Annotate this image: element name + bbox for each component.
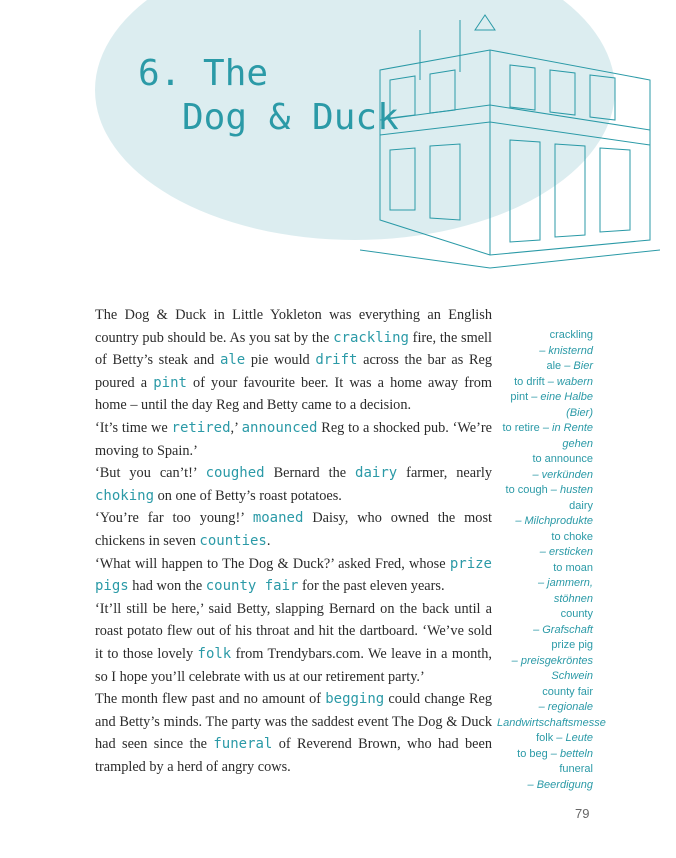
text-run: ‘But you can’t!’ [95, 465, 206, 482]
text-run: for the past eleven years. [298, 578, 445, 595]
glossary-entry [497, 483, 593, 499]
story-text [95, 304, 492, 778]
vocab-word: retired [171, 419, 231, 436]
glossary-entry [497, 390, 593, 421]
text-run: ‘It’s time we [95, 419, 172, 436]
glossary-translation: – betteln [550, 747, 593, 760]
story-paragraph [95, 417, 492, 462]
glossary-term: county fair [542, 685, 593, 698]
glossary-entry [497, 638, 593, 685]
glossary-translation: – Milchprodukte [515, 515, 593, 527]
vocab-word: counties [199, 532, 267, 549]
glossary-entry [497, 561, 593, 608]
vocabulary-glossary [497, 328, 606, 793]
text-run: fire, the smell of Betty’s steak and [95, 329, 492, 369]
glossary-translation: – knisternd [539, 344, 593, 357]
glossary-entry [497, 762, 593, 793]
glossary-term: to announce [532, 453, 593, 465]
text-run: . [266, 532, 271, 549]
page-number: 79 [575, 806, 590, 821]
glossary-term: to moan [553, 561, 593, 574]
vocab-word: dairy [355, 465, 398, 482]
glossary-entry [497, 359, 593, 375]
vocab-word: coughed [205, 465, 265, 482]
glossary-entry [497, 607, 593, 638]
vocab-word: prize pigs [95, 555, 492, 595]
chapter-title-line2: Dog & Duck [182, 97, 399, 138]
text-run: ‘It’ll still be here,’ said Betty, slapping Bernard on the back until a roast potato flew out of his throat and hit the dartboard. ‘We’ve sold it to those lovely [95, 600, 492, 662]
glossary-term: county [560, 608, 593, 620]
text-run: The month flew past and no amount of [95, 691, 326, 708]
text-run: Reg to a shocked pub. ‘We’re moving to Spain.’ [95, 419, 492, 459]
glossary-translation: – Bier [564, 360, 593, 372]
glossary-term: dairy [569, 499, 593, 512]
glossary-entry [497, 685, 606, 732]
glossary-translation: – Leute [556, 732, 593, 744]
glossary-translation: – Grafschaft [533, 623, 593, 636]
story-paragraph [95, 688, 492, 778]
glossary-translation: – ersticken [539, 546, 593, 558]
glossary-term: to drift [514, 375, 545, 388]
vocab-word: drift [315, 352, 358, 369]
glossary-translation: – husten [550, 484, 593, 496]
vocab-word: ale [219, 352, 246, 369]
glossary-translation: – regionale Landwirtschaftsmesse [497, 701, 606, 729]
glossary-translation: – eine Halbe (Bier) [531, 391, 593, 419]
glossary-entry [497, 731, 593, 747]
glossary-translation: – verkünden [532, 468, 593, 481]
text-run: farmer, nearly [397, 465, 492, 482]
glossary-term: to cough [505, 484, 548, 496]
text-run: ,’ [230, 419, 242, 436]
story-paragraph [95, 507, 492, 552]
chapter-number: 6. [138, 53, 182, 94]
glossary-entry [497, 747, 593, 763]
glossary-translation: – wabern [547, 375, 593, 388]
glossary-term: to beg [517, 747, 548, 760]
story-paragraph [95, 462, 492, 507]
glossary-entry [497, 530, 593, 561]
text-run: on one of Betty’s roast potatoes. [154, 487, 342, 504]
text-run: pie would [245, 352, 316, 369]
story-paragraph [95, 598, 492, 688]
text-run: Daisy, who owned the most chickens in seven [95, 510, 492, 549]
glossary-term: funeral [559, 763, 593, 775]
text-run: The Dog & Duck in Little Yokleton was everything an English country pub should be. As you sat by the [95, 307, 492, 346]
vocab-word: begging [325, 691, 385, 708]
glossary-entry [497, 452, 593, 483]
vocab-word: crackling [333, 329, 409, 346]
glossary-term: to retire [502, 422, 540, 434]
vocab-word: announced [241, 419, 318, 436]
story-paragraph [95, 553, 492, 598]
glossary-entry [497, 421, 593, 452]
text-run: could change Reg and Betty’s minds. The party was the saddest event The Dog & Duck had seen since the [95, 691, 492, 753]
text-run: from Trendybars.com. We leave in a month, so I hope you’ll celebrate with us at our retirement party.’ [95, 645, 492, 685]
chapter-title-line1: The [203, 53, 269, 94]
text-run: of Reverend Brown, who had been trampled by a herd of angry cows. [95, 736, 492, 775]
glossary-term: folk [536, 732, 554, 744]
vocab-word: county fair [205, 578, 299, 595]
glossary-term: prize pig [551, 639, 593, 651]
text-run: had won the [128, 578, 206, 595]
story-paragraph [95, 304, 492, 417]
text-run: ‘You’re far too young!’ [95, 510, 253, 527]
vocab-word: funeral [213, 736, 273, 753]
glossary-entry [497, 328, 593, 359]
text-run: across the bar as Reg poured a [95, 352, 492, 391]
glossary-translation: – jammern, stöhnen [537, 577, 593, 605]
vocab-word: choking [95, 487, 155, 504]
glossary-translation: – Beerdigung [527, 778, 593, 791]
glossary-translation: – in Rente gehen [542, 422, 593, 450]
glossary-term: pint [510, 391, 529, 403]
text-run: ‘What will happen to The Dog & Duck?’ asked Fred, whose [95, 555, 450, 572]
vocab-word: folk [197, 645, 232, 662]
pub-illustration [360, 10, 660, 270]
glossary-term: to choke [551, 530, 593, 543]
glossary-term: crackling [549, 329, 593, 341]
glossary-entry [497, 375, 593, 391]
glossary-entry [497, 499, 593, 530]
vocab-word: pint [153, 374, 187, 391]
glossary-translation: – preisgekröntes Schwein [511, 654, 593, 682]
text-run: of your favourite beer. It was a home away from home – until the day Reg and Betty came to a decision. [95, 374, 492, 414]
vocab-word: moaned [252, 510, 304, 527]
glossary-term: ale [546, 360, 562, 372]
text-run: Bernard the [264, 465, 356, 482]
